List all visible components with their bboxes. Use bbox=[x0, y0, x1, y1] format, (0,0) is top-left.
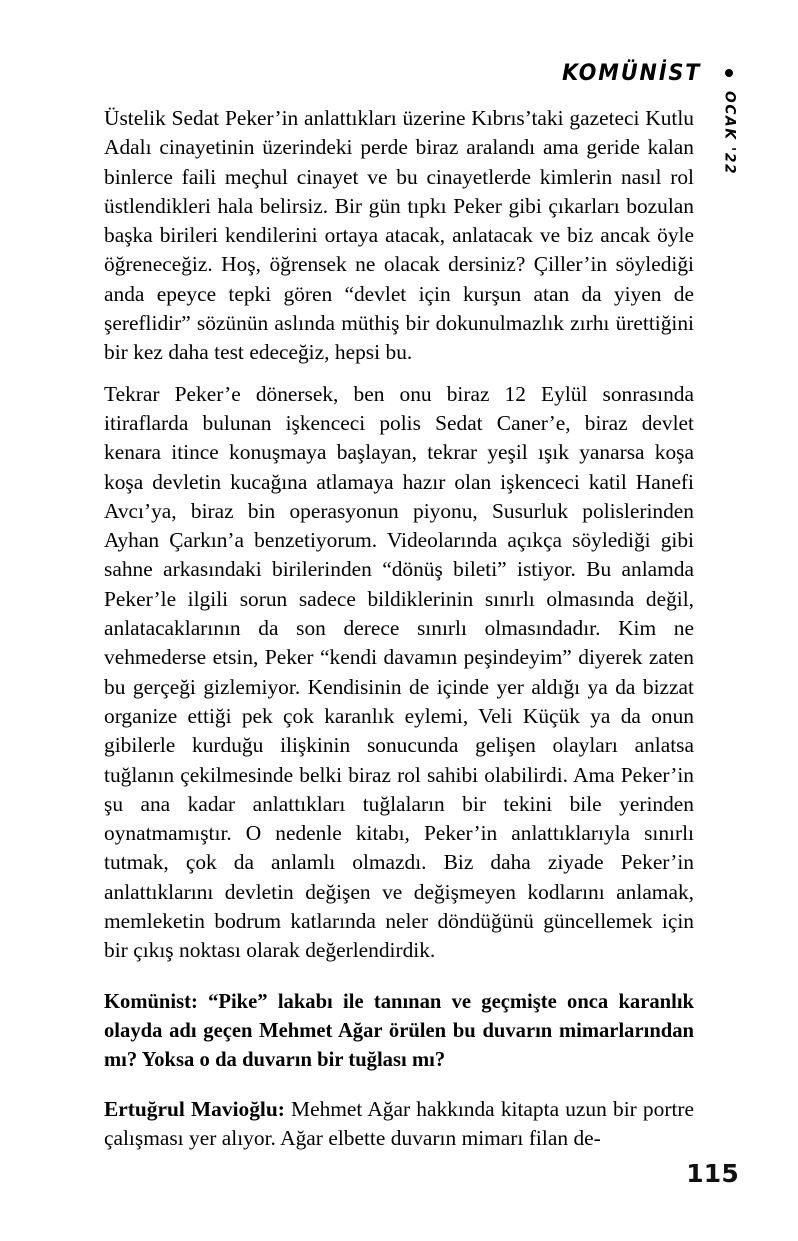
magazine-masthead: KOMÜNİST bbox=[561, 60, 701, 86]
answer-speaker-name: Ertuğrul Mavioğlu: bbox=[104, 1096, 285, 1121]
issue-date-label: OCAK '22 bbox=[721, 91, 738, 176]
running-head-right bbox=[718, 56, 740, 180]
answer-body-text: Mehmet Ağar hakkında kitapta uzun bir portre çalışması yer alıyor. Ağar elbette duvarın mimarı filan de- bbox=[104, 1096, 695, 1150]
body-paragraph-2: Tekrar Peker’e dönersek, ben onu biraz 12 Eylül sonrasında itiraflarda bulunan işkenceci polis Sedat Caner’e, biraz devlet kenara itince konuşmaya başlayan, tekrar yeşil ışık yanarsa koşa koşa devletin kucağına atlamaya hazır olan işkenceci katil Hanefi Avcı’ya, biraz bin operasyonun piyonu, Susurluk polislerinden Ayhan Çarkın’a benzetiyorum. Videolarında açıkça söylediği gibi sahne arkasındaki birilerinden “dönüş bileti” istiyor. Bu anlamda Peker’le ilgili sorun sadece bildiklerinin sınırlı olmasında değil, anlatacaklarının da son derece sınırlı olmasındadır. Kim ne vehmederse etsin, Peker “kendi davamın peşindeyim” diyerek zaten bu gerçeği gizlemiyor. Kendisinin de içinde yer aldığı ya da bizzat organize ettiği pek çok karanlık eylemi, Veli Küçük ya da onun gibilerle kurduğu ilişkinin sonucunda gelişen olayları anlatsa tuğlanın çekilmesinde belki biraz rol sahibi olabilirdi. Ama Peker’in şu ana kadar anlattıkları tuğlaların bir tekini bile yerinden oynatmamıştır. O nedenle kitabı, Peker’in anlattıklarıyla sınırlı tutmak, çok da anlamlı olmazdı. Biz daha ziyade Peker’in anlattıklarını devletin değişen ve değişmeyen kodlarını anlamak, memleketin bodrum katlarında neler döndüğünü güncellemek için bir çıkış noktası olarak değerlendirdik. bbox=[104, 381, 694, 963]
interview-question: Komünist: “Pike” lakabı ile tanınan ve geçmişte onca karanlık olayda adı geçen Mehmet Ağar örülen bu duvarın mimarlarından mı? Yoksa o da duvarın bir tuğlası mı? bbox=[104, 990, 694, 1072]
body-paragraph-1: Üstelik Sedat Peker’in anlattıkları üzerine Kıbrıs’taki gazeteci Kutlu Adalı cinayetinin üzerindeki perde biraz aralandı ama geride kalan binlerce faili meçhul cinayet ve bu cinayetlerde kimlerin nasıl rol üstlendikleri hala belirsiz. Bir gün tıpkı Peker gibi çıkarları bozulan başka birileri kendilerini ortaya atacak, anlatacak ve biz ancak öyle öğreneceğiz. Hoş, öğrensek ne olacak dersiniz? Çiller’in söylediği anda epeyce tepki gören “devlet için kurşun atan da yiyen de şereflidir” sözünün aslında müthiş bir dokunulmazlık zırhı ürettiğini bir kez daha test edeceğiz, hepsi bu. bbox=[104, 106, 694, 365]
interview-answer bbox=[104, 1095, 694, 1154]
text-column bbox=[104, 104, 694, 1153]
bullet-dot-icon bbox=[725, 69, 733, 77]
page-number: 115 bbox=[686, 1159, 739, 1188]
